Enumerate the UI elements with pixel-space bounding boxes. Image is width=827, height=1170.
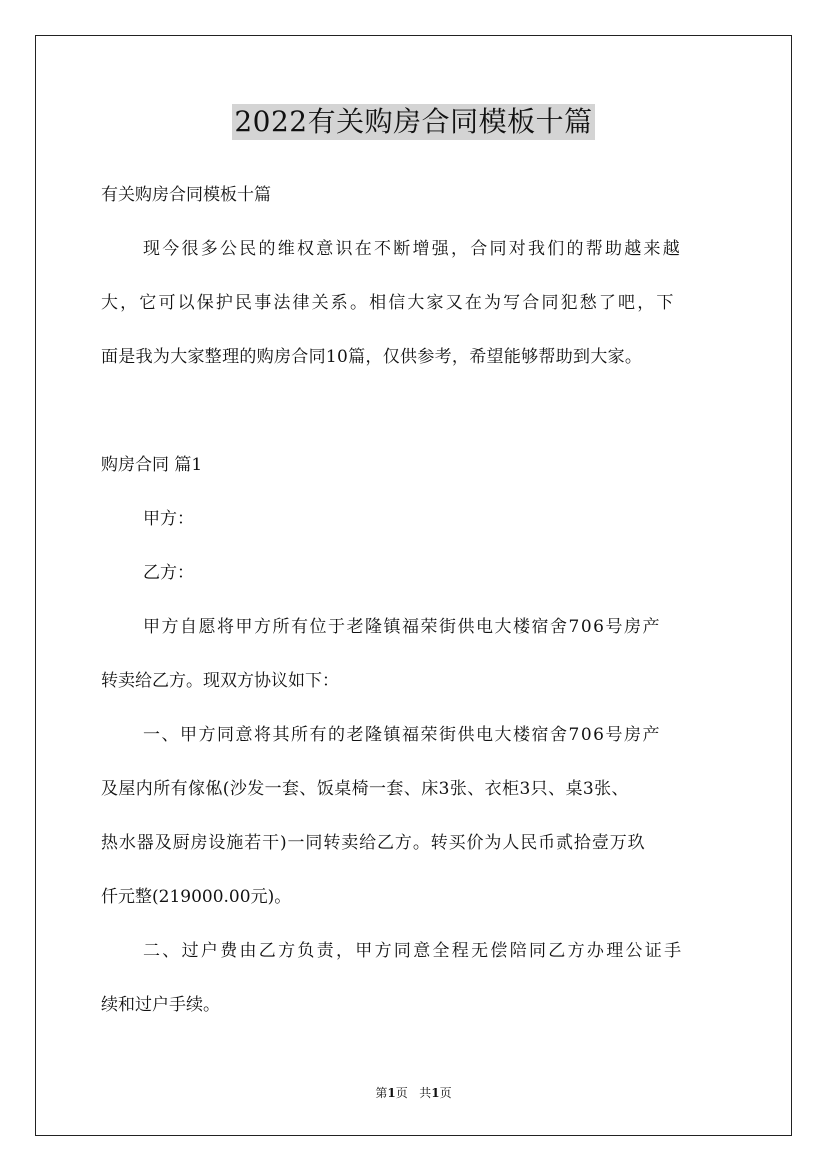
intro-line-1: 现今很多公民的维权意识在不断增强，合同对我们的帮助越来越 bbox=[143, 239, 682, 259]
page-footer bbox=[0, 1085, 827, 1101]
para3-line-2: 续和过户手续。 bbox=[101, 995, 220, 1015]
intro-line-3: 面是我为大家整理的购房合同10篇，仅供参考，希望能够帮助到大家。 bbox=[101, 347, 643, 367]
section-heading: 购房合同 篇1 bbox=[101, 455, 203, 475]
document-title: 2022有关购房合同模板十篇 bbox=[234, 105, 593, 138]
para1-line-1: 甲方自愿将甲方所有位于老隆镇福荣街供电大楼宿舍706号房产 bbox=[143, 617, 661, 637]
footer-total-suffix: 页 bbox=[439, 1086, 452, 1100]
footer-total-prefix: 共 bbox=[419, 1086, 432, 1100]
footer-page-suffix: 页 bbox=[395, 1086, 408, 1100]
footer-page-prefix: 第 bbox=[375, 1086, 388, 1100]
para2-line-1: 一、甲方同意将其所有的老隆镇福荣街供电大楼宿舍706号房产 bbox=[143, 725, 661, 745]
para2-line-2: 及屋内所有傢俬(沙发一套、饭桌椅一套、床3张、衣柜3只、桌3张、 bbox=[101, 779, 629, 799]
subtitle: 有关购房合同模板十篇 bbox=[101, 185, 271, 205]
para1-line-2: 转卖给乙方。现双方协议如下： bbox=[101, 671, 339, 691]
footer-page-number: 1 bbox=[387, 1086, 396, 1100]
para3-line-1: 二、过户费由乙方负责，甲方同意全程无偿陪同乙方办理公证手 bbox=[143, 941, 684, 961]
party-a-label: 甲方： bbox=[143, 509, 194, 529]
para2-line-3: 热水器及厨房设施若干)一同转卖给乙方。转买价为人民币贰拾壹万玖 bbox=[101, 833, 646, 853]
footer-total-number: 1 bbox=[431, 1086, 440, 1100]
party-b-label: 乙方： bbox=[143, 563, 194, 583]
intro-line-2: 大，它可以保护民事法律关系。相信大家又在为写合同犯愁了吧，下 bbox=[101, 293, 676, 313]
title-container bbox=[0, 104, 827, 140]
para2-line-4: 仟元整(219000.00元)。 bbox=[101, 887, 292, 907]
